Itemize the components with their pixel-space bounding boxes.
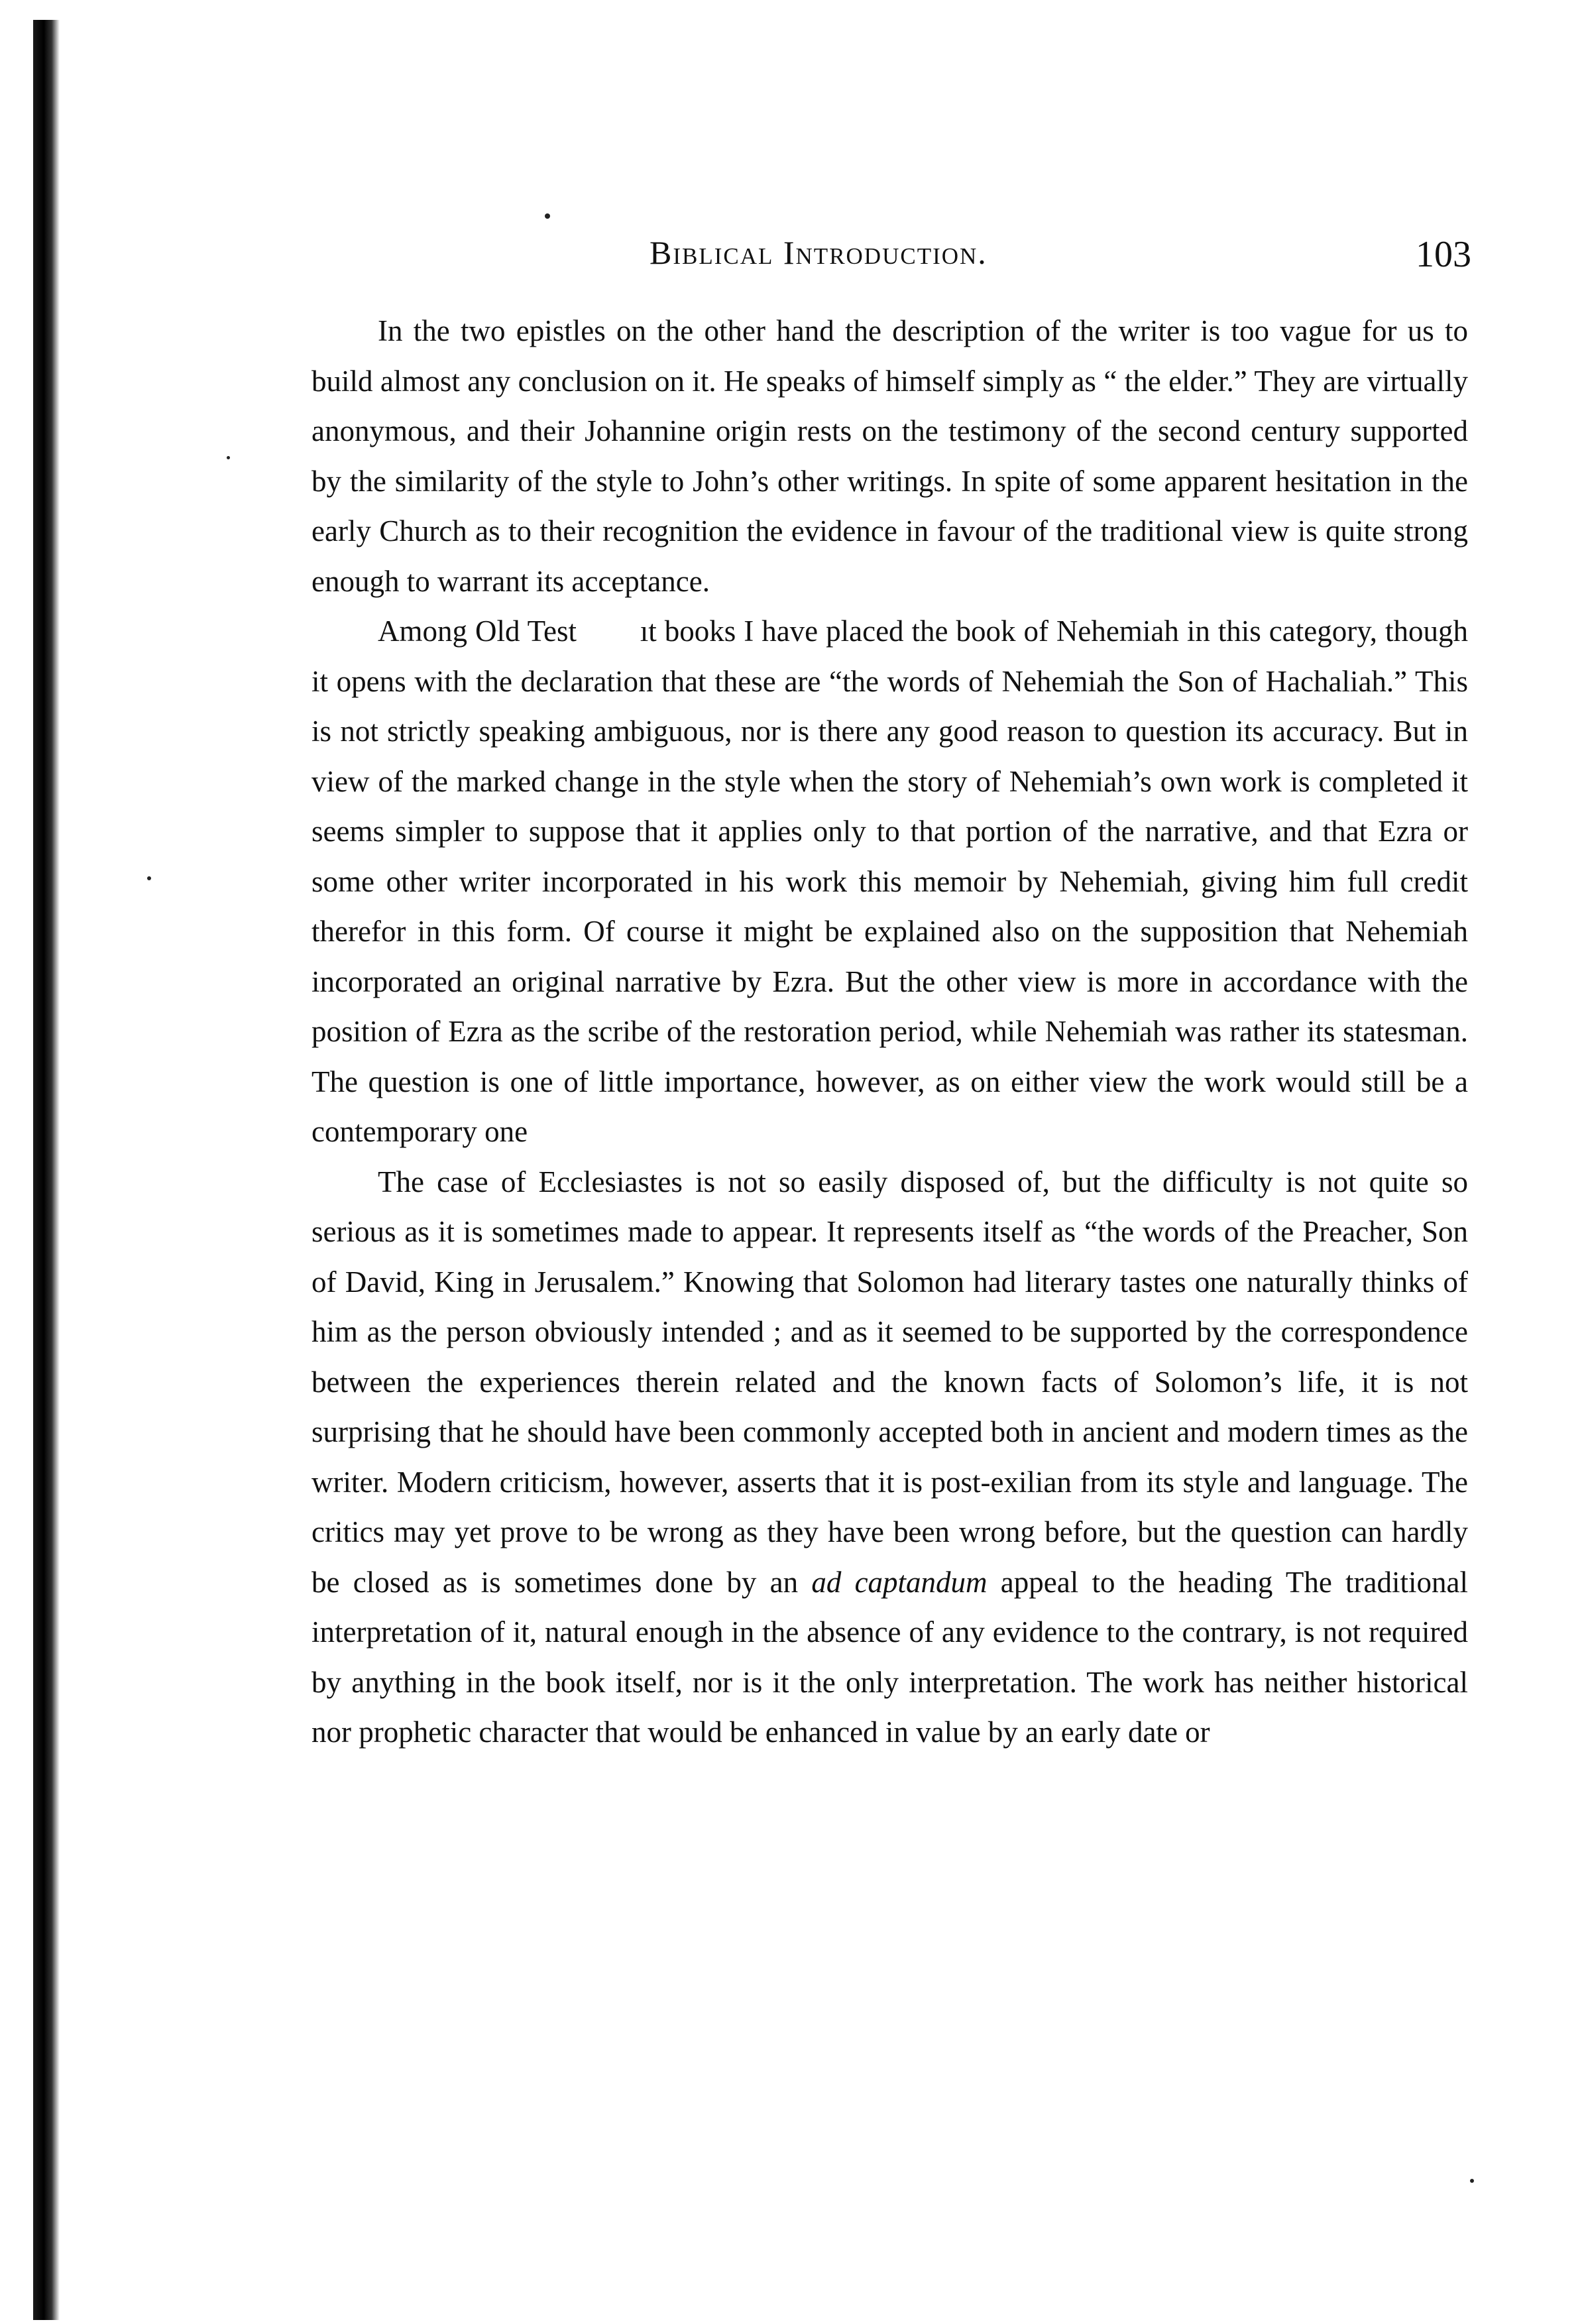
scan-speck: [545, 213, 550, 219]
running-head: [311, 233, 1471, 280]
paragraph-nehemiah: Among Old Test ıt books I have placed the book of Nehemiah in this category, though it opens with the declaration that these are “the words of Nehemiah the Son of Hachaliah.” This is not strictly speaking ambiguous, nor is there any good reason to question its accuracy. But in view of the marked change in the style when the story of Nehemiah’s own work is completed it seems simpler to suppose that it applies only to that portion of the narrative, and that Ezra or some other writer incorporated in his work this memoir by Nehemiah, giving him full credit therefor in this form. Of course it might be explained also on the supposition that Nehemiah incorporated an original narrative by Ezra. But the other view is more in accordance with the position of Ezra as the scribe of the restoration period, while Nehemiah was rather its statesman. The question is one of little importance, however, as on either view the work would still be a contemporary one: [311, 614, 1468, 1148]
scan-speck: [147, 876, 151, 880]
scanned-page-edge: [33, 20, 60, 2320]
scan-speck: [1470, 2179, 1474, 2183]
paragraph-ecclesiastes-part2: appeal to the heading The traditional interpretation of it, natural enough in the absence of any evidence to the contrary, is not required by anything in the book itself, nor is it the only interpretation. The work has neither historical nor prophetic character that would be enhanced in value by an early date or: [311, 1565, 1468, 1749]
italic-phrase: ad captandum: [811, 1565, 988, 1599]
scan-speck: [227, 456, 230, 459]
paragraph-epistles: In the two epistles on the other hand the description of the writer is too vague for us to build almost any conclusion on it. He speaks of himself simply as “ the elder.” They are virtually anonymous, and their Johannine origin rests on the testimony of the second century supported by the similarity of the style to John’s other writings. In spite of some apparent hesitation in the early Church as to their recognition the evidence in favour of the traditional view is quite strong enough to warrant its acceptance.: [311, 314, 1468, 598]
paragraph-ecclesiastes-part1: The case of Ecclesiastes is not so easily disposed of, but the difficulty is not quite so serious as it is sometimes made to appear. It represents itself as “the words of the Preacher, Son of David, King in Jerusalem.” Knowing that Solomon had literary tastes one naturally thinks of him as the person obviously intended ; and as it seemed to be supported by the correspondence between the experiences therein related and the known facts of Solomon’s life, it is not surprising that he should have been commonly accepted both in ancient and modern times as the writer. Modern criticism, however, asserts that it is post-exilian from its style and language. The critics may yet prove to be wrong as they have been wrong before, but the question can hardly be closed as is sometimes done by an: [311, 1165, 1468, 1599]
page-number: 103: [1416, 234, 1471, 275]
body-text: [311, 306, 1468, 1758]
running-title: Biblical Introduction.: [650, 234, 988, 271]
paragraph-ecclesiastes: [311, 1157, 1468, 1758]
